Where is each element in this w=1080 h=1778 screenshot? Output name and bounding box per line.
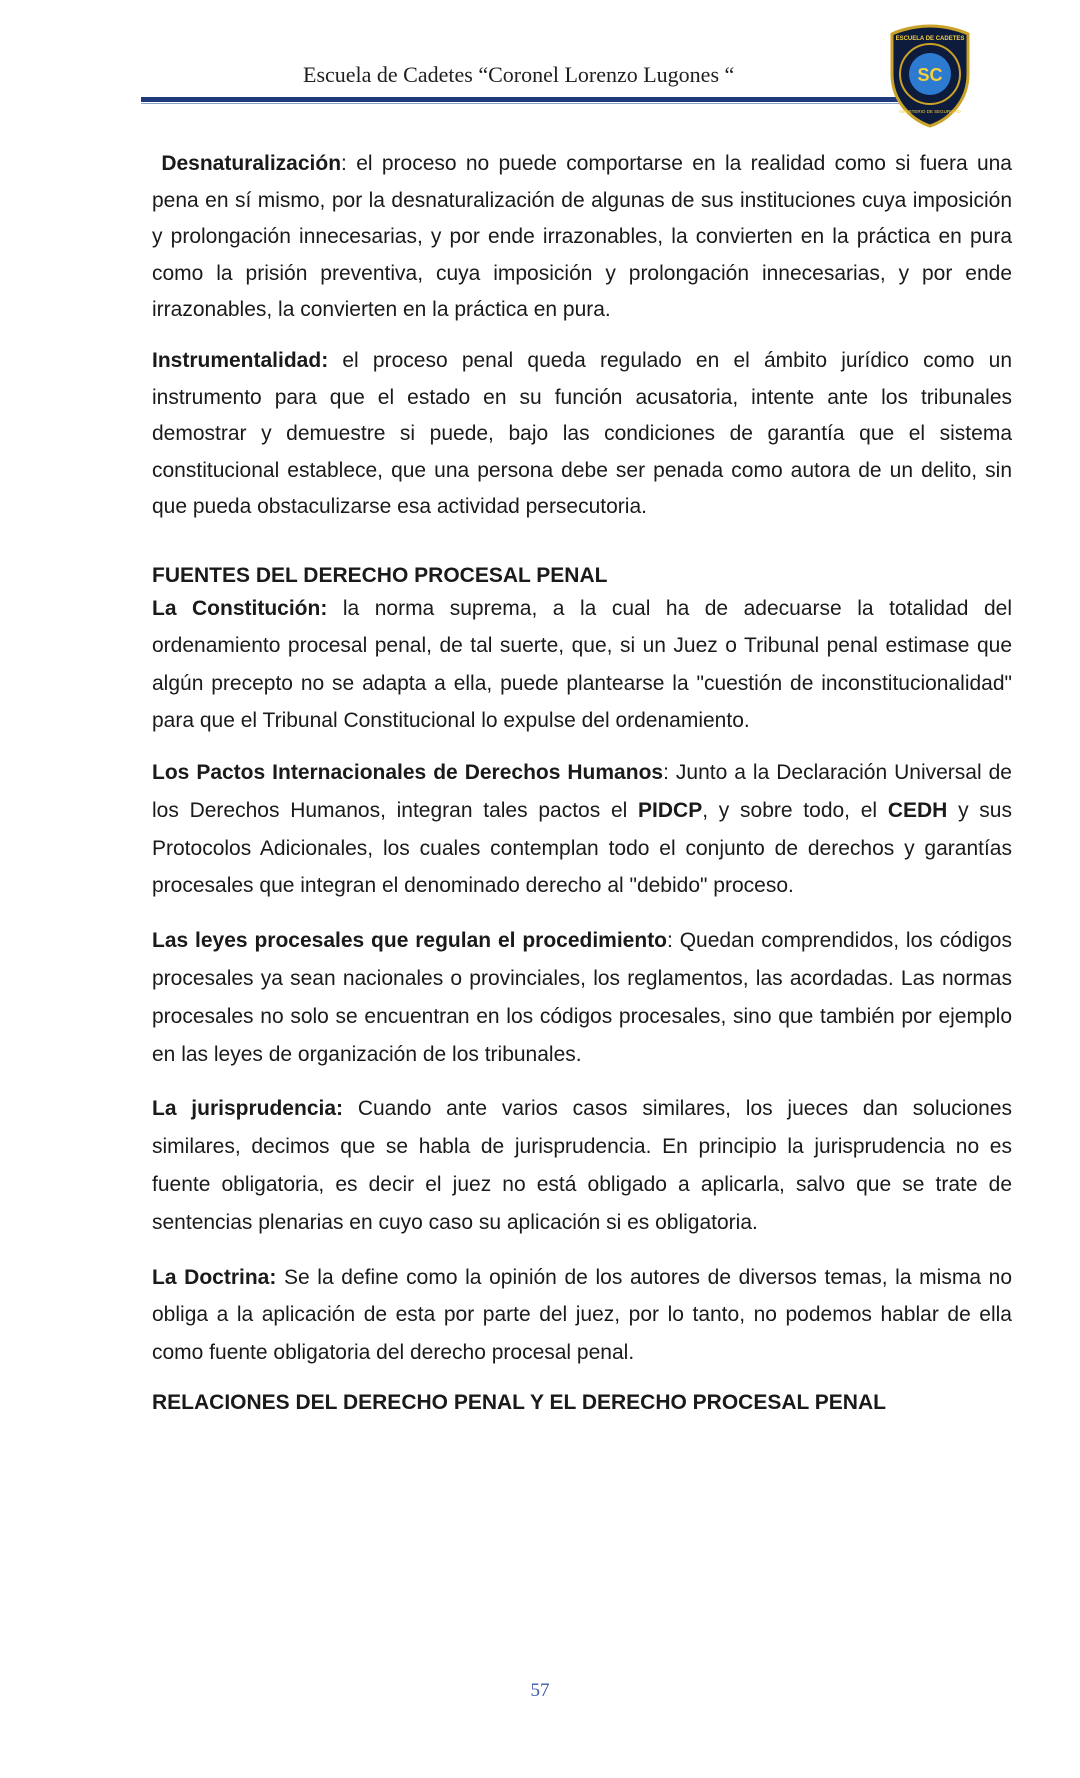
header-rule-thin bbox=[141, 103, 899, 104]
text-pactos-a: : Junto a la Declaración Universal de los Derechos Humanos, integran tales pactos el bbox=[152, 760, 1012, 822]
term-cedh: CEDH bbox=[887, 798, 948, 822]
page-number: 57 bbox=[530, 1680, 550, 1701]
text-constitucion: la norma suprema, a la cual ha de adecuarse la totalidad del ordenamiento procesal penal, de tal suerte, que, si un Juez o Tribunal penal estimase que algún precepto no se adapta a ella, puede plantearse la "cuestión de inconstitucionalidad" para que el Tribunal Constitucional lo expulse del ordenamiento. bbox=[152, 596, 1012, 733]
term-leyes: Las leyes procesales que regulan el procedimiento bbox=[152, 929, 668, 953]
paragraph-instrumentalidad bbox=[152, 343, 1012, 526]
header-rule bbox=[141, 97, 899, 102]
page-content bbox=[152, 146, 1012, 1417]
term-pactos: Los Pactos Internacionales de Derechos Humanos bbox=[152, 760, 664, 784]
header-title: Escuela de Cadetes “Coronel Lorenzo Lugones “ bbox=[303, 62, 735, 87]
paragraph-jurisprudencia bbox=[152, 1090, 1012, 1241]
text-doctrina: Se la define como la opinión de los autores de diversos temas, la misma no obliga a la aplicación de esta por parte del juez, por lo tanto, no podemos hablar de ella como fuente obligatoria del derecho procesal penal. bbox=[152, 1265, 1013, 1365]
paragraph-pactos bbox=[152, 754, 1012, 905]
crest-text-top: ESCUELA DE CADETES bbox=[895, 36, 965, 42]
heading-relaciones: RELACIONES DEL DERECHO PENAL Y EL DERECHO PROCESAL PENAL bbox=[152, 1390, 886, 1414]
paragraph-constitucion bbox=[152, 590, 1012, 740]
crest-letters: SC bbox=[917, 65, 943, 85]
text-jurisprudencia: Cuando ante varios casos similares, los jueces dan soluciones similares, decimos que se habla de jurisprudencia. En principio la jurisprudencia no es fuente obligatoria, es decir el juez no está obligado a aplicarla, salvo que se trate de sentencias plenarias en cuyo caso su aplicación si es obligatoria. bbox=[152, 1097, 1012, 1234]
text-instrumentalidad: el proceso penal queda regulado en el ámbito jurídico como un instrumento para que el estado en su función acusatoria, intente ante los tribunales demostrar y demuestre si puede, bajo las condiciones de garantía que el sistema constitucional establece, que una persona debe ser penada como autora de un delito, sin que pueda obstaculizarse esa actividad persecutoria. bbox=[152, 348, 1012, 519]
term-instrumentalidad: Instrumentalidad: bbox=[152, 348, 329, 372]
paragraph-doctrina bbox=[152, 1259, 1012, 1372]
crest-text-bottom: MINISTERIO DE SEGURIDAD bbox=[899, 109, 961, 114]
text-pactos-c: y sus Protocolos Adicionales, los cuales contemplan todo el conjunto de derechos y garantías procesales que integran el denominado derecho al "debido" proceso. bbox=[152, 798, 1012, 898]
school-crest-logo bbox=[888, 24, 972, 128]
heading-fuentes: FUENTES DEL DERECHO PROCESAL PENAL bbox=[152, 563, 608, 587]
term-jurisprudencia: La jurisprudencia: bbox=[152, 1097, 344, 1121]
term-desnaturalizacion: Desnaturalización bbox=[161, 152, 342, 175]
text-pactos-b: , y sobre todo, el bbox=[702, 798, 888, 822]
paragraph-leyes bbox=[152, 922, 1012, 1073]
text-desnaturalizacion: : el proceso no puede comportarse en la realidad como si fuera una pena en sí mismo, por la desnaturalización de algunas de sus instituciones cuya imposición y prolongación innecesarias, y por ende irrazonables, la convierten en la práctica en pura como la prisión preventiva, cuya imposición y prolongación innecesarias, y por ende irrazonables, la convierten en la práctica en pura. bbox=[152, 152, 1012, 322]
text-leyes: : Quedan comprendidos, los códigos procesales ya sean nacionales o provinciales, los reglamentos, las acordadas. Las normas procesales no solo se encuentran en los códigos procesales, sino que también por ejemplo en las leyes de organización de los tribunales. bbox=[152, 929, 1012, 1066]
term-doctrina: La Doctrina: bbox=[152, 1265, 277, 1289]
paragraph-desnaturalizacion bbox=[152, 146, 1012, 329]
term-pidcp: PIDCP bbox=[638, 798, 703, 822]
term-constitucion: La Constitución: bbox=[152, 596, 328, 620]
